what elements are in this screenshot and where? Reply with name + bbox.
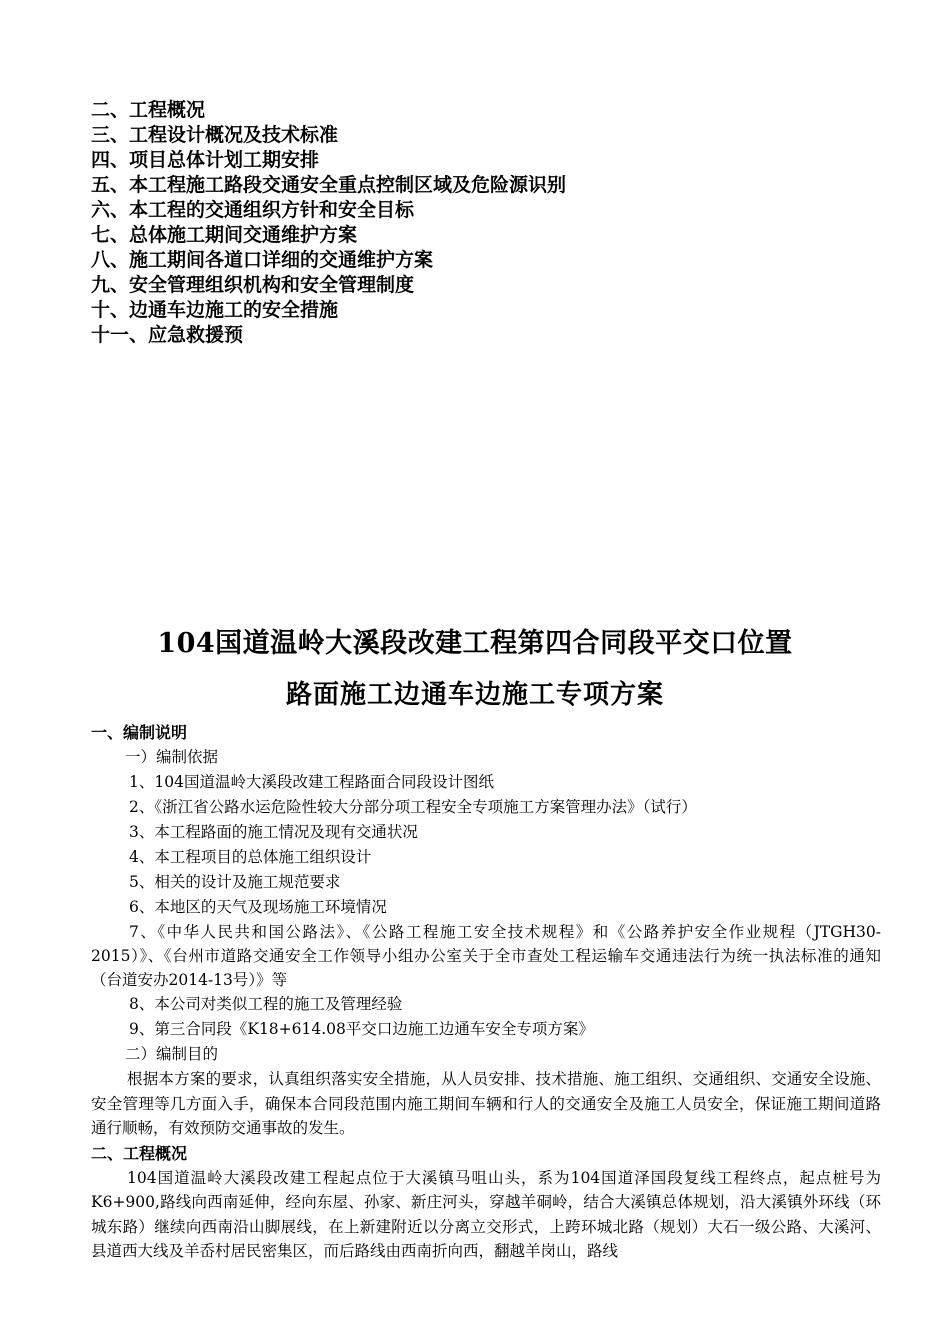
reference-item: 6、本地区的天气及现场施工环境情况	[129, 898, 387, 916]
reference-item: 7、《中华人民共和国公路法》、《公路工程施工安全技术规程》和《公路养护安全作业规程（JTGH30-2015）》、《台州市道路交通安全工作领导小组办公室关于全市查处工程运输车交通违法行为统一执法标准的通知（台道安办2014-13号）》等	[91, 923, 881, 989]
toc-item: 三、工程设计概况及技术标准	[91, 124, 339, 146]
toc-item: 七、总体施工期间交通维护方案	[91, 224, 358, 246]
toc-item: 十、边通车边施工的安全措施	[91, 299, 339, 321]
document-subtitle: 路面施工边通车边施工专项方案	[285, 680, 664, 710]
table-of-contents	[91, 98, 851, 348]
toc-item: 五、本工程施工路段交通安全重点控制区域及危险源识别	[91, 174, 567, 196]
toc-item: 四、项目总体计划工期安排	[91, 149, 320, 171]
toc-item: 八、施工期间各道口详细的交通维护方案	[91, 249, 434, 271]
reference-item: 1、104国道温岭大溪段改建工程路面合同段设计图纸	[129, 773, 494, 791]
reference-item: 3、本工程路面的施工情况及现有交通状况	[129, 823, 418, 841]
paragraph: 根据本方案的要求，认真组织落实安全措施，从人员安排、技术措施、施工组织、交通组织、交通安全设施、安全管理等几方面入手，确保本合同段范围内施工期间车辆和行人的交通安全及施工人员安全，保证施工期间道路通行顺畅，有效预防交通事故的发生。	[91, 1070, 881, 1137]
document-title: 104国道温岭大溪段改建工程第四合同段平交口位置	[157, 628, 793, 659]
section-heading: 二、工程概况	[91, 1143, 188, 1163]
section-heading: 一、编制说明	[91, 723, 188, 742]
reference-item: 4、本工程项目的总体施工组织设计	[129, 848, 372, 866]
toc-item: 二、工程概况	[91, 99, 206, 121]
toc-item: 十一、应急救援预	[91, 324, 244, 346]
subsection-heading: 二）编制目的	[125, 1045, 219, 1063]
toc-item: 九、安全管理组织机构和安全管理制度	[91, 274, 415, 296]
paragraph: 104国道温岭大溪段改建工程起点位于大溪镇马咀山头，系为104国道泽国段复线工程终点，起点桩号为K6+900,路线向西南延伸，经向东屋、孙家、新庄河头，穿越羊硐岭，结合大溪镇总体规划，沿大溪镇外环线（环城东路）继续向西南沿山脚展线，在上新建附近以分离立交形式，上跨环城北路（规划）大石一级公路、大溪河、县道西大线及羊岙村居民密集区，而后路线由西南折向西，翻越羊岗山，路线	[91, 1168, 881, 1260]
toc-item: 六、本工程的交通组织方针和安全目标	[91, 199, 415, 221]
reference-item: 8、本公司对类似工程的施工及管理经验	[129, 995, 403, 1013]
reference-item: 2、《浙江省公路水运危险性较大分部分项工程安全专项施工方案管理办法》（试行）	[129, 798, 697, 816]
subsection-heading: 一）编制依据	[125, 748, 219, 766]
reference-item: 9、第三合同段《K18+614.08平交口边施工边通车安全专项方案》	[129, 1020, 594, 1038]
document-body	[91, 720, 881, 1264]
reference-item: 5、相关的设计及施工规范要求	[129, 873, 341, 891]
